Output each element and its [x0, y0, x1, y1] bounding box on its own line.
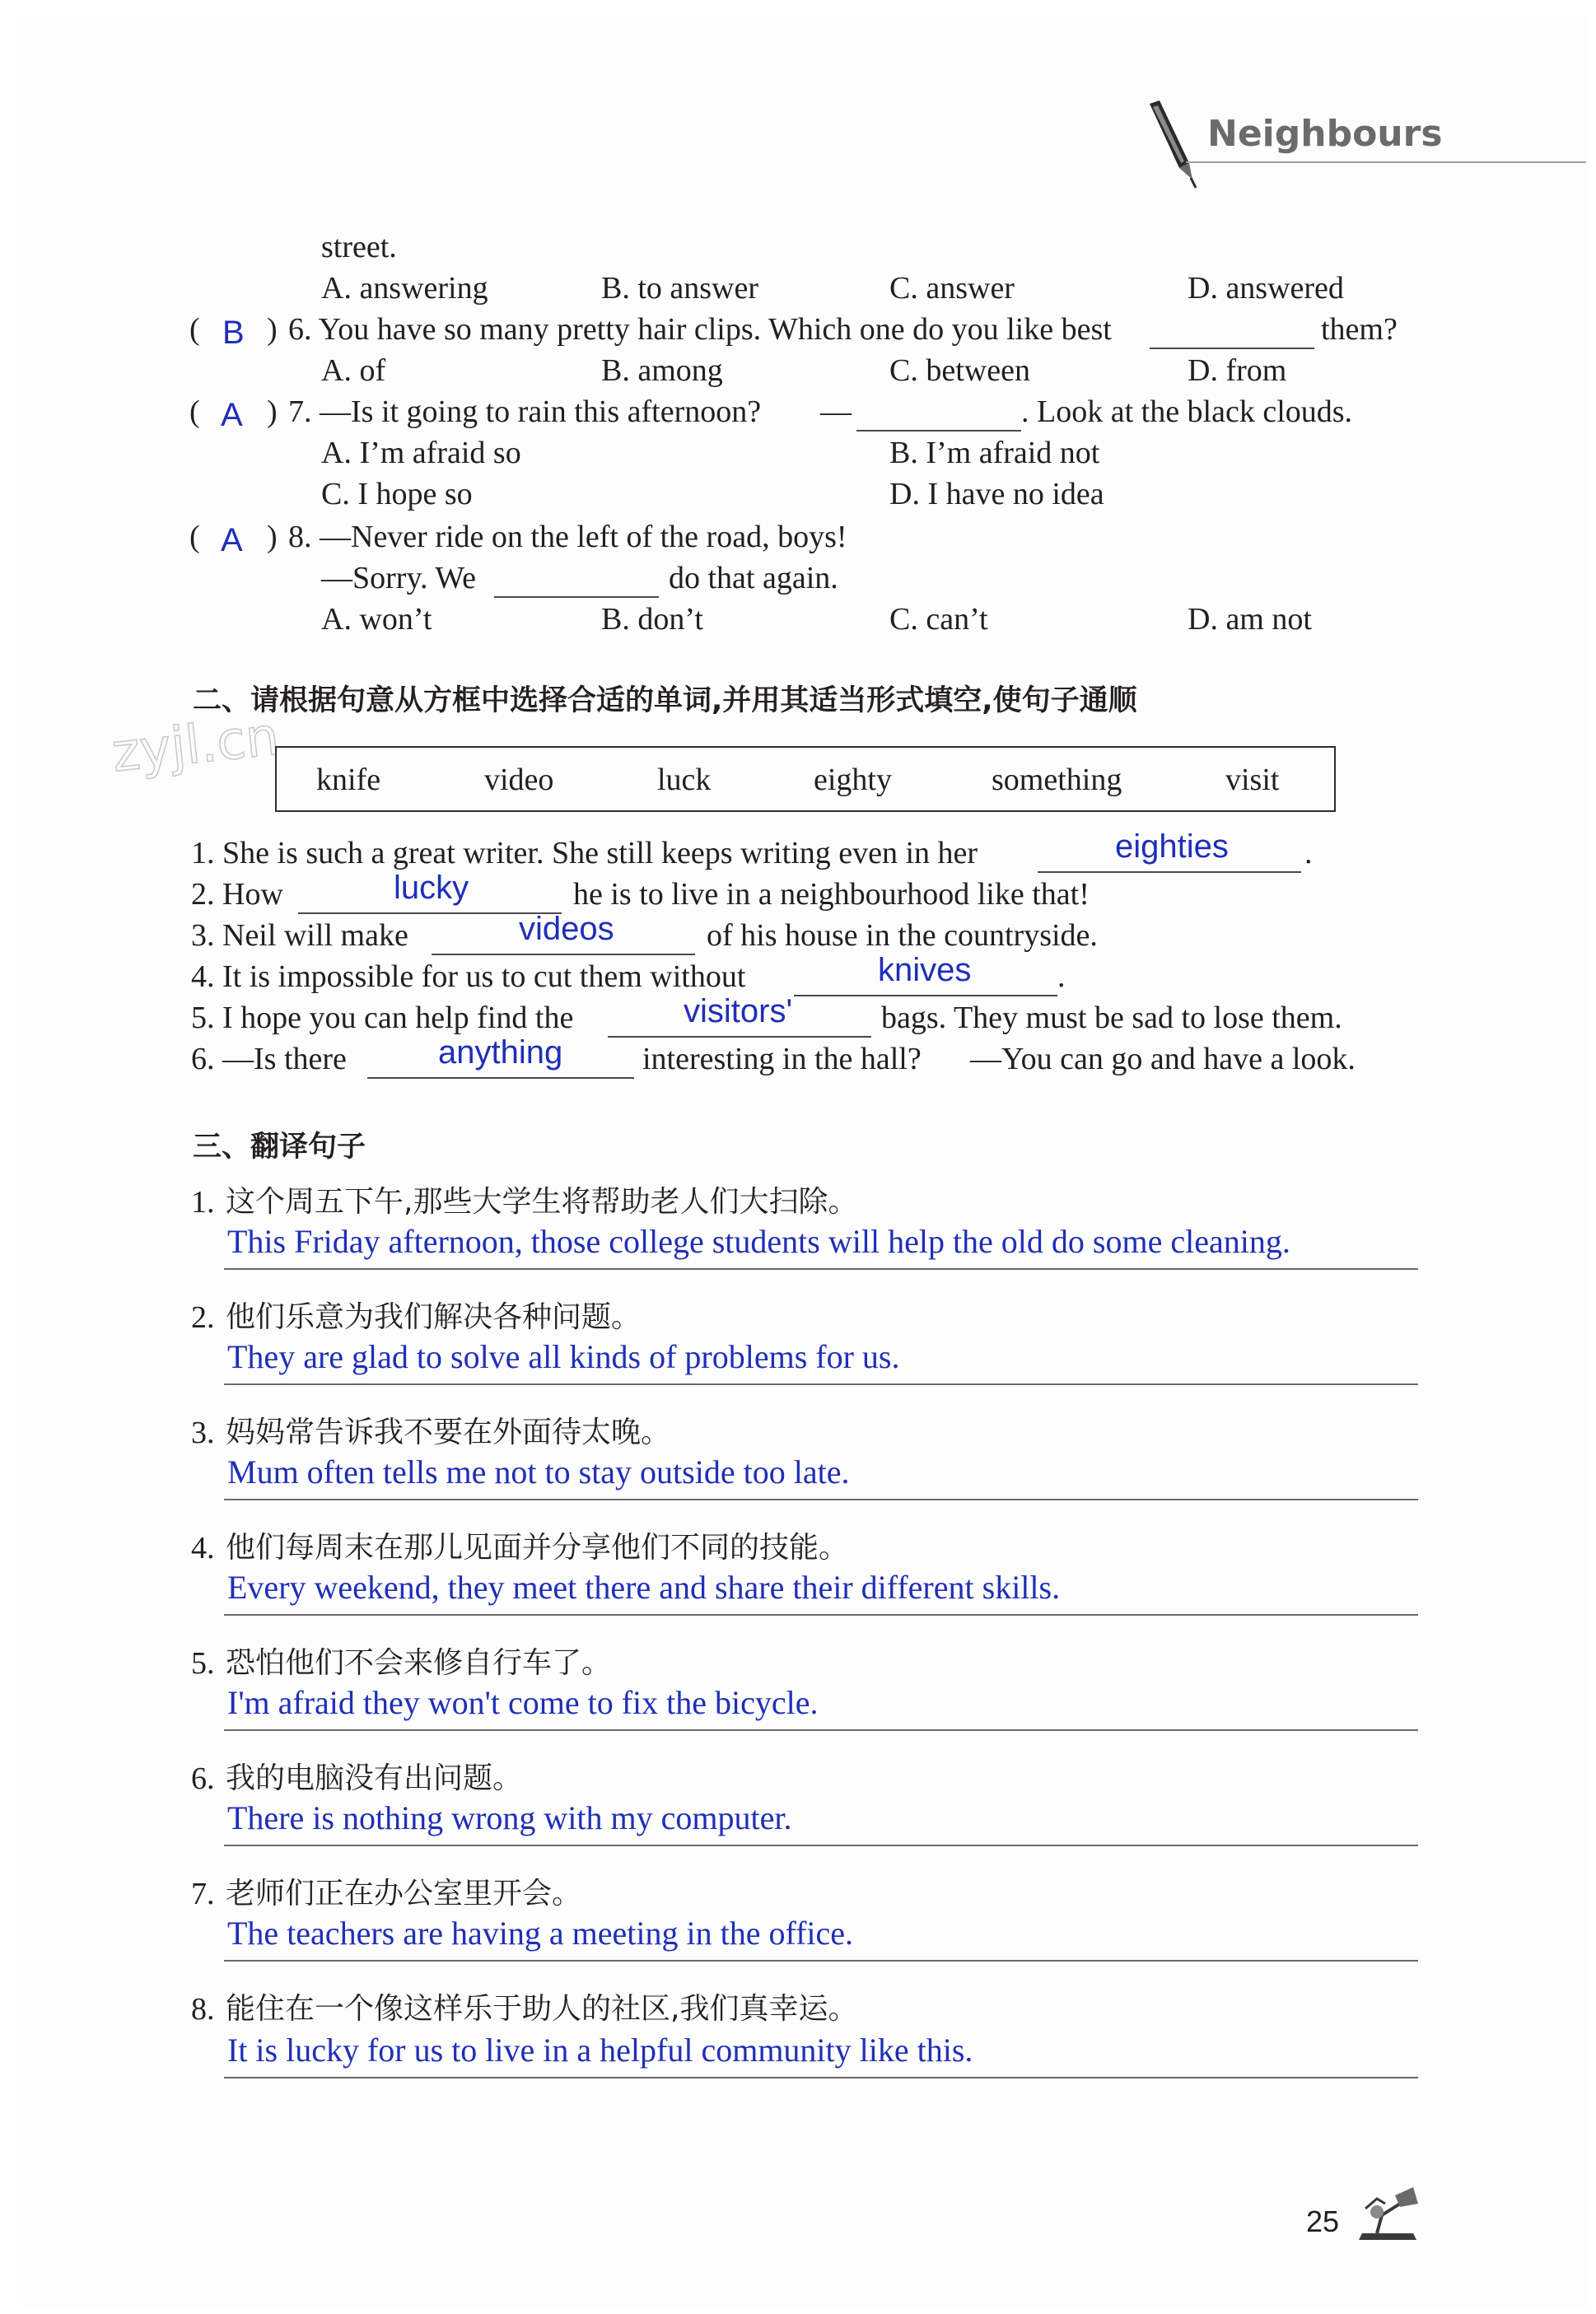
fill-item-3-blank: [432, 954, 695, 955]
fill-item-6-extra: —You can go and have a look.: [970, 1042, 1356, 1076]
translation-num: 4.: [191, 1531, 215, 1565]
fill-item-2-after: he is to live in a neighbourhood like that!: [573, 877, 1090, 912]
q8-answer: A: [221, 522, 243, 558]
fill-item-5-after: bags. They must be sad to lose them.: [881, 1001, 1342, 1035]
translation-num: 8.: [191, 1992, 215, 2027]
q6-option-d: D. from: [1188, 353, 1287, 388]
q5-option-b: B. to answer: [601, 271, 759, 306]
answer-line: [224, 1729, 1418, 1731]
q6-stem: 6. You have so many pretty hair clips. Which one do you like best: [288, 312, 1112, 347]
word-box: [275, 746, 1336, 812]
word-video: video: [484, 763, 554, 797]
q5-option-a: A. answering: [321, 271, 488, 306]
word-eighty: eighty: [814, 763, 892, 797]
q6-tail: them?: [1321, 312, 1398, 347]
translation-zh: 妈妈常告诉我不要在外面待太晚。: [226, 1416, 671, 1449]
translation-answer: Every weekend, they meet there and share their different skills.: [227, 1569, 1061, 1606]
q7-option-c: C. I hope so: [321, 477, 473, 511]
q5-option-c: C. answer: [889, 271, 1015, 306]
section2-title: 二、请根据句意从方框中选择合适的单词,并用其适当形式填空,使句子通顺: [193, 684, 1137, 717]
answer-line: [224, 1383, 1418, 1385]
fill-item-6-before: 6. —Is there: [191, 1042, 347, 1076]
q7-option-d: D. I have no idea: [889, 477, 1104, 511]
q8-option-a: A. won’t: [321, 602, 432, 637]
q8-stem: 8. —Never ride on the left of the road, boys!: [288, 520, 847, 554]
fill-item-4-before: 4. It is impossible for us to cut them without: [191, 959, 746, 994]
header-rule: [1186, 161, 1586, 163]
translation-num: 7.: [191, 1877, 215, 1911]
answer-line: [224, 1845, 1418, 1846]
q7-answer: A: [221, 397, 243, 433]
fill-item-5-blank: [608, 1036, 871, 1038]
fill-item-1-after: .: [1304, 836, 1313, 870]
answer-line: [224, 1499, 1418, 1500]
page-number: 25: [1306, 2204, 1340, 2238]
translation-answer: Mum often tells me not to stay outside too late.: [227, 1453, 850, 1491]
q8-option-b: B. don’t: [601, 602, 703, 637]
q7-option-a: A. I’m afraid so: [321, 436, 521, 470]
q6-close-paren: ): [267, 312, 278, 347]
word-something: something: [992, 763, 1122, 797]
translation-zh: 能住在一个像这样乐于助人的社区,我们真幸运。: [226, 1992, 858, 2026]
translation-zh: 这个周五下午,那些大学生将帮助老人们大扫除。: [226, 1185, 858, 1219]
q6-open-paren: (: [189, 312, 200, 347]
fill-item-4-blank: [794, 995, 1057, 996]
answer-line: [224, 1614, 1418, 1616]
fill-item-5-answer: visitors': [684, 993, 793, 1029]
translation-zh: 他们每周末在那儿见面并分享他们不同的技能。: [226, 1531, 849, 1565]
watermark: zyjl.cn: [109, 706, 282, 785]
translation-zh: 恐怕他们不会来修自行车了。: [226, 1646, 612, 1680]
translation-answer: There is nothing wrong with my computer.: [227, 1799, 792, 1836]
q6-option-a: A. of: [321, 353, 386, 388]
section3-title: 三、翻译句子: [193, 1131, 366, 1164]
answer-line: [224, 1268, 1418, 1270]
q7-dash: —: [820, 394, 852, 429]
fill-item-1-blank: [1038, 871, 1301, 873]
q7-tail: . Look at the black clouds.: [1021, 394, 1353, 429]
fill-item-3-answer: videos: [519, 911, 614, 947]
word-knife: knife: [316, 763, 381, 797]
word-luck: luck: [657, 763, 712, 797]
fill-item-6-after: interesting in the hall?: [642, 1042, 922, 1076]
header-title: Neighbours: [1207, 113, 1443, 155]
q6-blank: [1150, 348, 1314, 349]
q7-stem: 7. —Is it going to rain this afternoon?: [288, 394, 762, 429]
fill-item-5-before: 5. I hope you can help find the: [191, 1001, 574, 1035]
translation-answer: This Friday afternoon, those college students will help the old do some cleaning.: [227, 1223, 1290, 1260]
word-visit: visit: [1225, 763, 1280, 797]
fill-item-6-answer: anything: [438, 1034, 563, 1071]
q5-tail: street.: [321, 230, 397, 264]
answer-line: [224, 2077, 1418, 2078]
q8-option-d: D. am not: [1188, 602, 1312, 637]
q7-option-b: B. I’m afraid not: [889, 436, 1100, 470]
q8-line2-end: do that again.: [669, 561, 838, 595]
q7-open-paren: (: [189, 394, 200, 429]
q6-option-b: B. among: [601, 353, 723, 388]
q7-close-paren: ): [267, 394, 278, 429]
q8-option-c: C. can’t: [889, 602, 988, 637]
fill-item-1-answer: eighties: [1115, 828, 1229, 865]
q6-option-c: C. between: [889, 353, 1030, 388]
q8-line2-start: —Sorry. We: [321, 561, 476, 595]
translation-answer: They are glad to solve all kinds of problems for us.: [227, 1338, 900, 1375]
translation-num: 3.: [191, 1416, 215, 1450]
q6-answer: B: [222, 315, 245, 351]
translation-zh: 他们乐意为我们解决各种问题。: [226, 1300, 642, 1334]
fill-item-6-blank: [367, 1077, 634, 1079]
pen-icon: [1143, 99, 1201, 189]
translation-num: 1.: [191, 1185, 215, 1220]
fill-item-3-before: 3. Neil will make: [191, 918, 408, 953]
translation-answer: The teachers are having a meeting in the office.: [227, 1915, 854, 1952]
translation-num: 6.: [191, 1761, 215, 1796]
q8-open-paren: (: [189, 520, 200, 554]
fill-item-3-after: of his house in the countryside.: [707, 918, 1098, 953]
fill-item-1-before: 1. She is such a great writer. She still keeps writing even in her: [191, 836, 978, 870]
translation-num: 2.: [191, 1300, 215, 1335]
translation-num: 5.: [191, 1646, 215, 1681]
translation-answer: It is lucky for us to live in a helpful community like this.: [227, 2032, 973, 2069]
fill-item-4-after: .: [1057, 959, 1066, 994]
translation-zh: 我的电脑没有出问题。: [226, 1761, 523, 1795]
translation-zh: 老师们正在办公室里开会。: [226, 1877, 582, 1910]
fill-item-2-answer: lucky: [394, 870, 469, 906]
q5-option-d: D. answered: [1188, 271, 1344, 306]
translation-answer: I'm afraid they won't come to fix the bicycle.: [227, 1684, 819, 1721]
fill-item-4-answer: knives: [878, 952, 972, 988]
q8-blank: [494, 596, 659, 598]
fill-item-2-before: 2. How: [191, 877, 283, 912]
q7-blank: [856, 430, 1021, 432]
desk-lamp-icon: [1352, 2179, 1423, 2246]
q8-close-paren: ): [267, 520, 278, 554]
answer-line: [224, 1960, 1418, 1962]
